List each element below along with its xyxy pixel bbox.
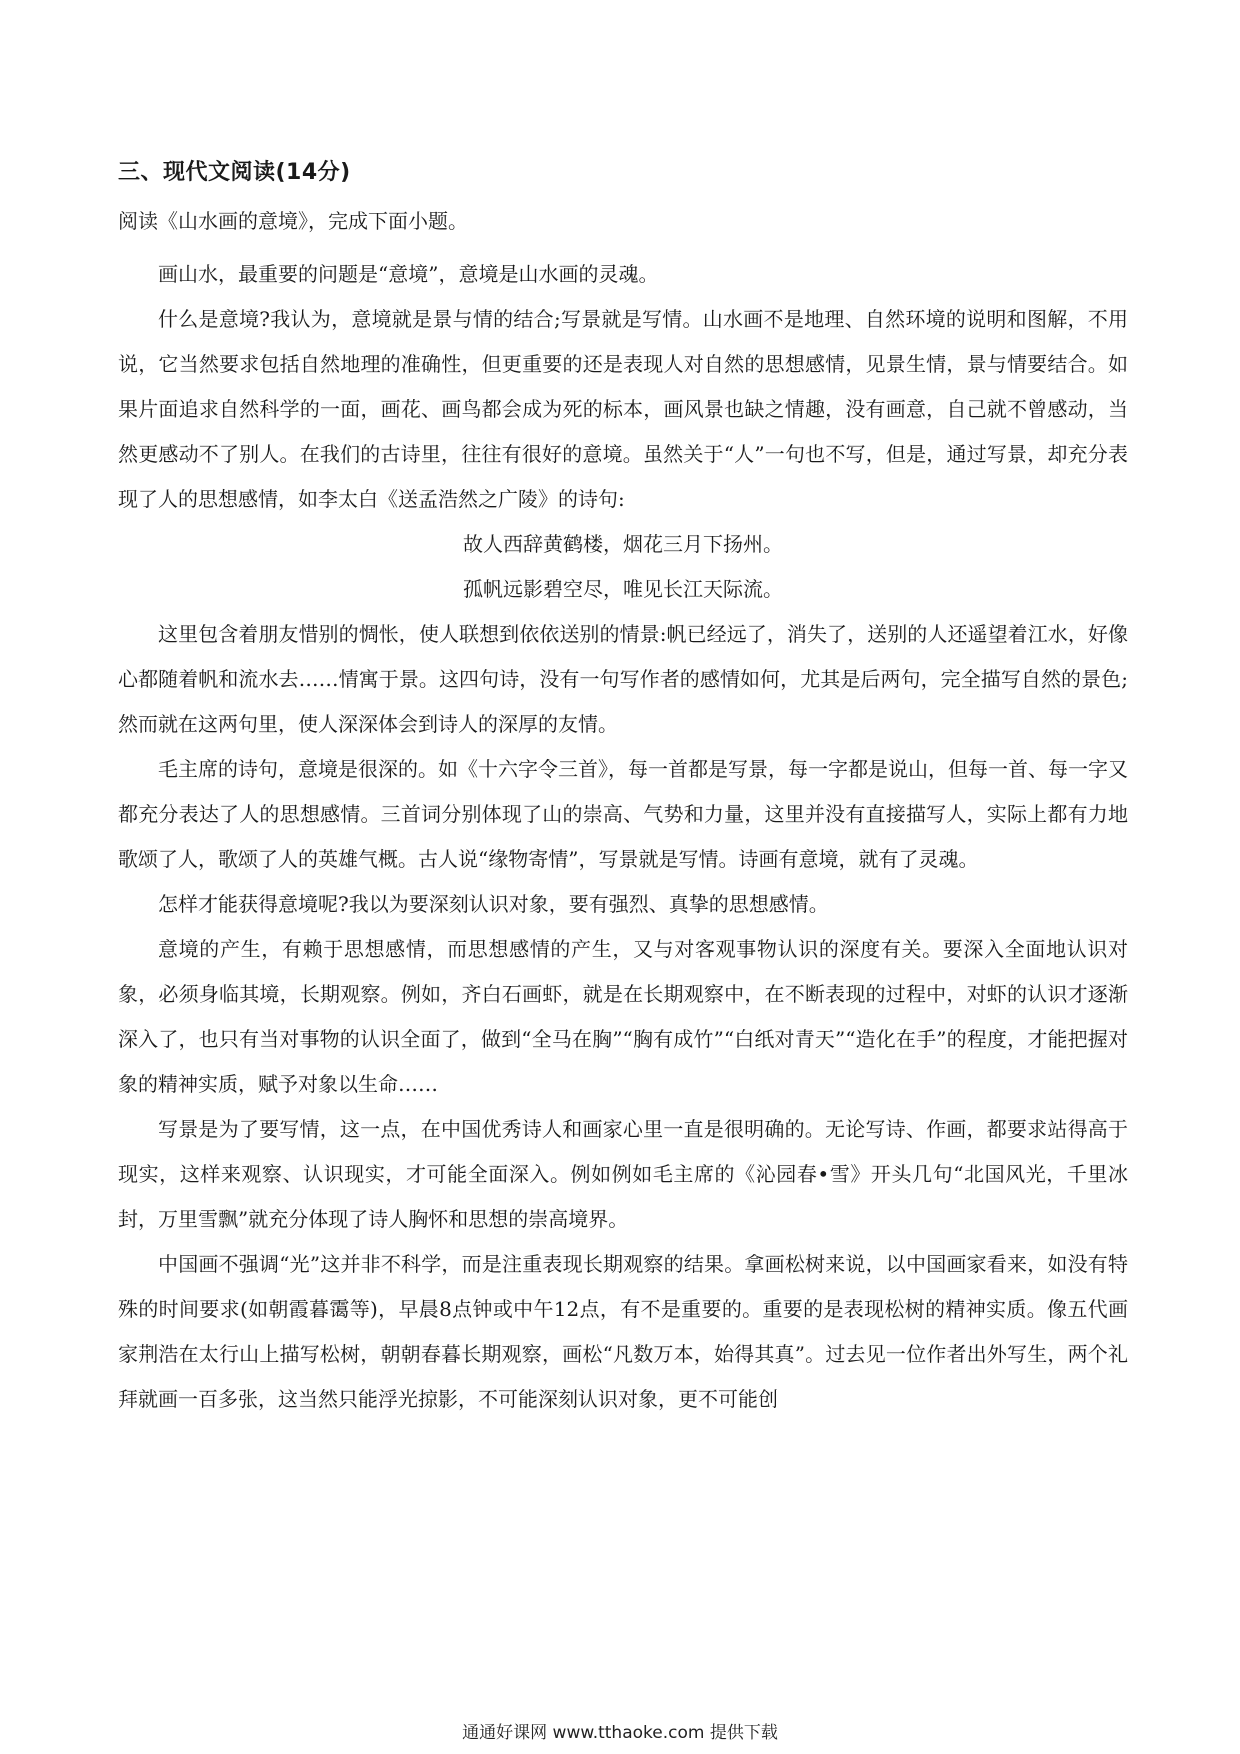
poem-line-2: 孤帆远影碧空尽，唯见长江天际流。 xyxy=(463,577,783,601)
page-footer: 通通好课网 www.tthaoke.com 提供下载 xyxy=(462,1723,778,1743)
paragraph-3: 这里包含着朋友惜别的惆怅，使人联想到依依送别的情景:帆已经远了，消失了，送别的人还遥望着江水，好像心都随着帆和流水去……情寓于景。这四句诗，没有一句写作者的感情如何，尤其是后两句，完全描写自然的景色;然而就在这两句里，使人深深体会到诗人的深厚的友情。 xyxy=(118,622,1128,736)
poem-line-1: 故人西辞黄鹤楼，烟花三月下扬州。 xyxy=(463,532,783,556)
article-body xyxy=(118,252,1128,1422)
paragraph-4: 毛主席的诗句，意境是很深的。如《十六字令三首》，每一首都是写景，每一字都是说山，但每一首、每一字又都充分表达了人的思想感情。三首词分别体现了山的崇高、气势和力量，这里并没有直接描写人，实际上都有力地歌颂了人，歌颂了人的英雄气概。古人说“缘物寄情”，写景就是写情。诗画有意境，就有了灵魂。 xyxy=(118,757,1128,871)
paragraph-6: 意境的产生，有赖于思想感情，而思想感情的产生，又与对客观事物认识的深度有关。要深入全面地认识对象，必须身临其境，长期观察。例如，齐白石画虾，就是在长期观察中，在不断表现的过程中，对虾的认识才逐渐深入了，也只有当对事物的认识全面了，做到“全马在胸”“胸有成竹”“白纸对青天”“造化在手”的程度，才能把握对象的精神实质，赋予对象以生命…… xyxy=(118,937,1128,1096)
paragraph-2: 什么是意境?我认为，意境就是景与情的结合;写景就是写情。山水画不是地理、自然环境的说明和图解，不用说，它当然要求包括自然地理的准确性，但更重要的还是表现人对自然的思想感情，见景生情，景与情要结合。如果片面追求自然科学的一面，画花、画鸟都会成为死的标本，画风景也缺之情趣，没有画意，自己就不曾感动，当然更感动不了别人。在我们的古诗里，往往有很好的意境。虽然关于“人”一句也不写，但是，通过写景，却充分表现了人的思想感情，如李太白《送孟浩然之广陵》的诗句: xyxy=(118,307,1128,511)
reading-instruction: 阅读《山水画的意境》，完成下面小题。 xyxy=(118,209,468,233)
paragraph-8: 中国画不强调“光”这并非不科学，而是注重表现长期观察的结果。拿画松树来说，以中国画家看来，如没有特殊的时间要求(如朝霞暮霭等)，早晨8点钟或中午12点，有不是重要的。重要的是表现松树的精神实质。像五代画家荆浩在太行山上描写松树，朝朝春暮长期观察，画松“凡数万本，始得其真”。过去见一位作者出外写生，两个礼拜就画一百多张，这当然只能浮光掠影，不可能深刻认识对象，更不可能创 xyxy=(118,1252,1128,1411)
section-title: 三、现代文阅读(14分) xyxy=(118,160,351,185)
paragraph-5: 怎样才能获得意境呢?我以为要深刻认识对象，要有强烈、真挚的思想感情。 xyxy=(158,892,829,916)
paragraph-7: 写景是为了要写情，这一点，在中国优秀诗人和画家心里一直是很明确的。无论写诗、作画，都要求站得高于现实，这样来观察、认识现实，才可能全面深入。例如例如毛主席的《沁园春•雪》开头几句“北国风光，千里冰封，万里雪飘”就充分体现了诗人胸怀和思想的崇高境界。 xyxy=(118,1117,1128,1231)
paragraph-1: 画山水，最重要的问题是“意境”，意境是山水画的灵魂。 xyxy=(158,262,659,286)
